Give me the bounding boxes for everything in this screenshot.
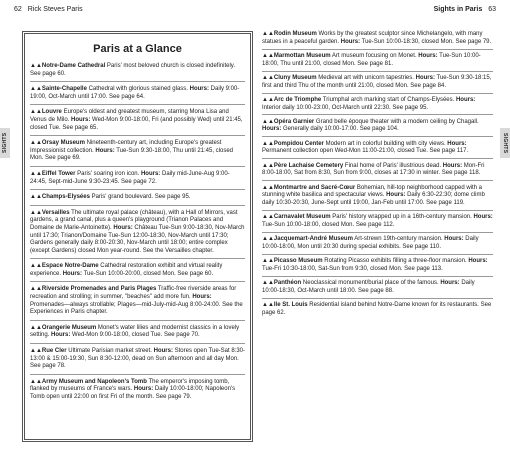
hours-label: Hours: — [95, 147, 115, 154]
sight-name: Sainte-Chapelle — [41, 86, 87, 93]
sight-rating-stars: ▲▲ — [262, 258, 274, 265]
sight-entry — [262, 258, 493, 277]
sight-rating-stars: ▲▲ — [262, 302, 274, 309]
side-tab-label: SIGHTS — [2, 132, 8, 154]
hours-label: Hours: — [442, 162, 463, 169]
sight-rating-stars: ▲▲ — [262, 140, 274, 147]
page-number-right: 63 — [488, 6, 496, 13]
hours-label: Hours: — [455, 96, 476, 103]
hours-label: Hours: — [473, 214, 493, 221]
sight-rating-stars: ▲▲ — [30, 324, 42, 331]
sight-description: Paris' soaring iron icon. — [75, 170, 141, 177]
sight-entry — [30, 140, 245, 167]
sight-name: Orsay Museum — [41, 140, 85, 147]
sight-description: Cathedral with glorious stained glass. — [86, 86, 190, 93]
sight-entry — [262, 185, 493, 211]
sight-hours: Mon-Fri 8:00-18:00, Sat from 8:30, Sun from 9:00, closes at 17:30 in winter. See page 118. — [262, 162, 485, 177]
sight-name: Jacquemart-André Museum — [273, 236, 353, 243]
hours-label: Hours: — [153, 348, 173, 355]
sight-rating-stars: ▲▲ — [262, 162, 274, 169]
sight-name: Notre-Dame Cathedral — [41, 63, 106, 69]
sight-hours: Permanent collection open Wed-Mon 11:00-21:00, closed Tue. See page 117. — [262, 148, 469, 155]
left-column — [22, 31, 253, 442]
page-number-left: 62 — [14, 6, 22, 13]
sight-description: Final home of Paris' illustrious dead. — [343, 162, 443, 169]
side-tab-right — [500, 128, 510, 158]
sight-name: Montmartre and Sacré-Cœur — [273, 184, 356, 191]
sight-hours: Tue-Sun 10:00-20:00, closed Mon. See page 60. — [82, 270, 214, 277]
sight-description: Cathedral restoration exhibit and virtual reality experience. — [30, 263, 223, 277]
sight-entry — [30, 263, 245, 282]
sight-description: Monet's water lilies and modernist classics in a lovely setting. — [30, 324, 240, 339]
sight-hours: Château Tue-Sun 9:00-18:30, Nov-March until 17:30; Trianon/Domaine Tue-Sun 12:00-18:30, Nov-March until 17:30; Gardens generally daily 8:00-20:30, Nov-March until 18:00; entire complex (except Gardens) closed Mon year-round. See the Versailles chapter. — [30, 224, 245, 254]
sight-entry — [30, 379, 245, 405]
running-header-left — [14, 6, 83, 13]
hours-label: Hours: — [468, 258, 488, 265]
sight-rating-stars: ▲▲ — [262, 96, 274, 103]
sight-description: Residential island behind Notre-Dame known for its restaurants. See page 62. — [262, 302, 492, 316]
hours-label: Hours: — [71, 116, 91, 123]
hours-label: Hours: — [418, 52, 438, 59]
sight-description: Europe's oldest and greatest museum, starring Mona Lisa and Venus de Milo. — [30, 109, 229, 123]
sight-entry — [262, 31, 493, 50]
glance-box — [24, 33, 251, 440]
sight-hours: Tue-Sun 10:00-18:30, closed Mon. See page 79. — [360, 38, 492, 45]
sight-rating-stars: ▲▲ — [30, 209, 42, 216]
book-title: Rick Steves Paris — [27, 6, 83, 13]
sight-entry — [262, 214, 493, 233]
sight-hours: Stores open Tue-Sat 8:30-13:00 & 15:00-19:30, Sun 8:30-12:00, dead on Sun afternoon and all day Mon. See page 78. — [30, 348, 245, 370]
sight-name: Ile St. Louis — [273, 302, 308, 309]
hours-label: Hours: — [386, 192, 406, 199]
sight-name: Pompidou Center — [273, 140, 324, 147]
sight-rating-stars: ▲▲ — [30, 286, 42, 293]
sight-rating-stars: ▲▲ — [30, 140, 42, 147]
sight-hours: Daily 10:00-18:00, Mon until 20:30 during special exhibits. See page 110. — [262, 236, 479, 250]
sight-entry — [262, 236, 493, 255]
sight-hours: Interior daily 10:00-23:00, Oct-March until 22:30. See page 95. — [262, 104, 429, 111]
hours-label: Hours: — [415, 74, 435, 81]
sight-hours: Tue-Fri 10:30-18:00, Sat-Sun from 9:30, closed Mon. See page 113. — [262, 265, 443, 272]
hours-label: Hours: — [113, 224, 133, 231]
hours-label: Hours: — [192, 294, 212, 301]
sight-rating-stars: ▲▲ — [30, 378, 42, 385]
sight-hours: Daily 6:30-22:30; dome climb daily 10:30-20:30, June-Sept until 19:00, Jan-Feb until 17:00. See page 119. — [262, 192, 485, 206]
sight-name: Panthéon — [273, 280, 302, 287]
sight-name: Cluny Museum — [273, 74, 317, 81]
sight-hours: Promenades—always strollable; Plages—mid-July-mid-Aug 8:00-24:00. See the Experiences in Paris chapter. — [30, 301, 243, 316]
sight-description: The ultimate royal palace (château), with a Hall of Mirrors, vast gardens, a grand canal, plus a queen's playground (Trianon Palaces and Domaine de Marie-Antoinette). — [30, 209, 238, 231]
sight-entry — [262, 141, 493, 160]
box-title: Paris at a Glance — [93, 43, 182, 55]
sight-description: Bohemian, hill-top neighborhood capped with a stunning white basilica and spectacular views. — [262, 184, 483, 199]
sight-description: Nineteenth-century art, including Europe's greatest Impressionist collection. — [30, 140, 222, 154]
hours-label: Hours: — [340, 38, 361, 45]
sight-description: Neoclassical monument/burial place of the famous. — [301, 280, 441, 287]
sight-hours: Tue-Sun 9:30-18:15, first and third Thu of the month until 21:00, closed Mon. See page 84. — [262, 74, 492, 89]
sight-name: Arc de Triomphe — [273, 96, 322, 103]
sight-hours: Daily mid-June-Aug 9:00-24:45, Sept-mid-June 9:30-23:45. See page 72. — [30, 170, 230, 185]
sight-description: Medieval art with unicorn tapestries. — [316, 74, 416, 81]
sight-hours: Daily 10:00-18:00; Napoleon's Tomb open until 22:00 on first Fri of the month. See page 79. — [30, 386, 236, 400]
sight-name: Picasso Museum — [273, 258, 323, 265]
sight-name: Louvre — [41, 109, 62, 116]
sight-name: Riverside Promenades and Paris Plages — [41, 286, 157, 293]
sight-description: The emperor's imposing tomb, flanked by museums of France's wars. — [30, 378, 230, 393]
sight-entry — [262, 163, 493, 182]
glance-box-outer — [22, 31, 253, 442]
sight-entry — [262, 97, 493, 116]
side-tab-left — [0, 128, 10, 158]
sight-rating-stars: ▲▲ — [30, 170, 42, 177]
hours-label: Hours: — [440, 280, 460, 287]
sight-entry — [30, 348, 245, 375]
sight-entry — [30, 286, 245, 320]
sight-rating-stars: ▲▲ — [30, 63, 42, 69]
sight-entry — [262, 75, 493, 94]
sight-description: Paris' grand boulevard. See page 95. — [89, 194, 191, 201]
right-column — [262, 31, 493, 323]
sight-description: Works by the greatest sculptor since Michelangelo, with many statues in a peaceful garden. — [262, 31, 483, 45]
sight-name: Army Museum and Napoleon's Tomb — [41, 378, 147, 385]
sight-rating-stars: ▲▲ — [262, 280, 274, 287]
sight-name: Marmottan Museum — [273, 52, 331, 59]
sight-hours: Generally daily 10:00-17:00. See page 104. — [281, 126, 399, 133]
sight-rating-stars: ▲▲ — [30, 348, 42, 355]
sight-entry — [262, 302, 493, 320]
hours-label: Hours: — [51, 332, 71, 339]
sight-entry — [30, 86, 245, 105]
sight-rating-stars: ▲▲ — [262, 74, 274, 81]
sight-rating-stars: ▲▲ — [30, 109, 42, 116]
sight-hours: Tue-Sun 9:30-18:00, Thu until 21:45, closed Mon. See page 69. — [30, 147, 234, 162]
sight-name: Rodin Museum — [273, 31, 317, 37]
sight-hours: Daily 9:00-19:00, Oct-March until 17:00. See page 64. — [30, 86, 240, 100]
sight-hours: Daily 10:00-18:30, Oct-March until 18:00. See page 88. — [262, 280, 475, 294]
sight-name: Versailles — [41, 209, 70, 216]
sight-rating-stars: ▲▲ — [262, 184, 274, 191]
sight-name: Orangerie Museum — [41, 324, 97, 331]
sight-entry — [262, 280, 493, 299]
sight-description: Modern art in colorful building with city views. — [323, 140, 448, 147]
sight-name: Rue Cler — [41, 348, 67, 355]
sight-name: Eiffel Tower — [41, 170, 76, 177]
sight-description: Rotating Picasso exhibits filling a three-floor mansion. — [322, 258, 469, 265]
sight-rating-stars: ▲▲ — [262, 118, 274, 125]
sight-entry — [30, 109, 245, 136]
hours-label: Hours: — [140, 170, 161, 177]
sight-hours: Tue-Sun 10:00-18:00, Thu until 21:00, closed Mon. See page 81. — [262, 52, 481, 67]
section-title: Sights in Paris — [433, 6, 483, 13]
hours-label: Hours: — [133, 386, 154, 393]
sight-description: Grand belle époque theater with a modern ceiling by Chagall. — [314, 118, 479, 125]
right-entries-list — [262, 31, 493, 320]
sight-description: Triumphal arch marking start of Champs-Elysées. — [321, 96, 456, 103]
sight-description: Traffic-free riverside areas for recreation and strolling; in summer, "beaches" add more fun. — [30, 286, 237, 301]
hours-label: Hours: — [444, 236, 464, 243]
sight-entry — [262, 53, 493, 72]
hours-label: Hours: — [189, 86, 209, 93]
sight-rating-stars: ▲▲ — [30, 263, 42, 270]
sight-hours: Wed-Mon 9:00-18:00, closed Tue. See page 70. — [70, 332, 200, 339]
sight-entry — [30, 325, 245, 344]
hours-label: Hours: — [262, 126, 282, 133]
sight-name: Carnavalet Museum — [273, 214, 331, 221]
sight-description: Art museum focusing on Monet. — [330, 52, 419, 59]
sight-rating-stars: ▲▲ — [30, 86, 42, 93]
sight-name: Père Lachaise Cemetery — [273, 162, 344, 169]
hours-label: Hours: — [447, 140, 467, 147]
side-tab-label: SIGHTS — [502, 132, 508, 154]
sight-description: Ultimate Parisian market street. — [66, 348, 154, 355]
sight-rating-stars: ▲▲ — [262, 31, 274, 37]
sight-name: Champs-Elysées — [41, 194, 90, 201]
sight-entry — [30, 194, 245, 206]
sight-entry — [30, 171, 245, 190]
running-header-right — [434, 6, 496, 13]
sight-name: Opéra Garnier — [273, 118, 315, 125]
sight-description: Art-strewn 19th-century mansion. — [352, 236, 445, 243]
sight-entry — [262, 119, 493, 138]
hours-label: Hours: — [62, 270, 83, 277]
sight-rating-stars: ▲▲ — [262, 236, 274, 243]
sight-entry — [30, 63, 245, 82]
sight-rating-stars: ▲▲ — [262, 52, 274, 59]
sight-name: Espace Notre-Dame — [41, 263, 99, 270]
sight-description: Paris' most beloved church is closed indefinitely. See page 60. — [30, 63, 236, 77]
sight-entry — [30, 210, 245, 260]
left-entries-list — [30, 63, 245, 405]
sight-hours: Tue-Sun 10:00-18:00, closed Mon. See page 112. — [262, 221, 395, 228]
sight-rating-stars: ▲▲ — [30, 194, 42, 201]
sight-description: Paris' history wrapped up in a 16th-century mansion. — [330, 214, 474, 221]
sight-hours: Wed-Mon 9:00-18:00, Fri (and possibly Wed) until 21:45, closed Tue. See page 65. — [30, 116, 243, 131]
sight-rating-stars: ▲▲ — [262, 214, 274, 221]
